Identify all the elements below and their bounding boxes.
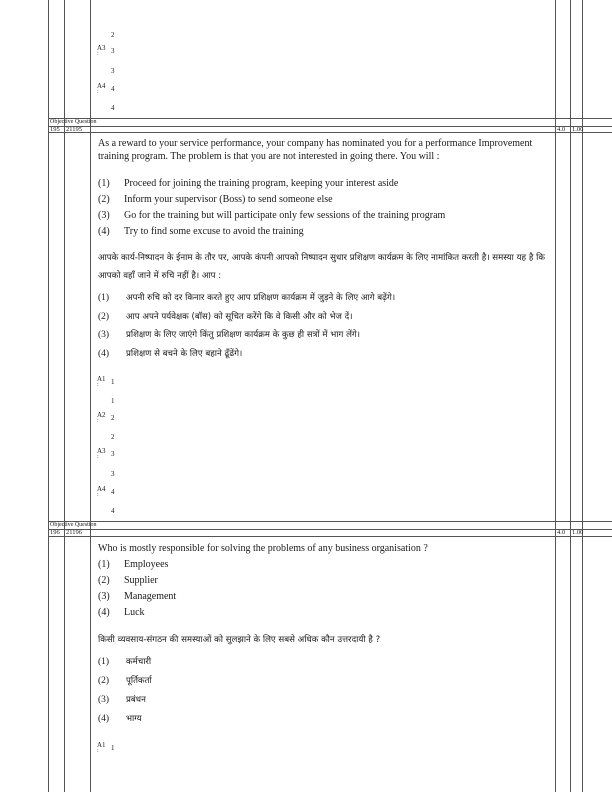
option-en: (3) Go for the training but will participate only few sessions of the training program (98, 210, 446, 221)
question-text-en: As a reward to your service performance, your company has nominated you for a performance Improvement training program. The problem is that you are not interested in going there. You will : (98, 138, 533, 162)
answer-label: A1 : (97, 741, 106, 754)
answer-value: 1 (111, 397, 115, 405)
row-divider (48, 126, 612, 127)
question-serial: 196 (50, 529, 60, 536)
question-serial: 195 (50, 126, 60, 133)
option-en: (2) Supplier (98, 575, 158, 586)
answer-value: 2 (111, 433, 115, 441)
question-id: 21196 (66, 529, 83, 536)
answer-value: 4 (111, 488, 115, 496)
answer-value: 3 (111, 470, 115, 478)
option-en: (1) Employees (98, 559, 169, 570)
option-en: (1) Proceed for joining the training program, keeping your interest aside (98, 178, 399, 189)
option-hi: (1) कर्मचारी (98, 657, 152, 667)
answer-label: A3 : (97, 447, 106, 460)
answer-value: 2 (111, 414, 115, 422)
section-label: Objective Question (50, 119, 97, 125)
row-divider (48, 536, 612, 537)
question-text-hi: आपके कार्य-निष्पादन के ईनाम के तौर पर, आपके कंपनी आपको निष्पादन सुधार प्रशिक्षण कार्यक्रम के लिए नामांकित करती है। समस्या यह है कि आपको वहाँ जाने में रुचि नहीं है। आप : (98, 253, 545, 281)
answer-label: A2 : (97, 411, 106, 424)
option-hi: (2) आप अपने पर्यवेक्षक (बॉस) को सूचित करेंगे कि वे किसी और को भेज दें। (98, 312, 353, 322)
option-hi: (3) प्रशिक्षण के लिए जाएंगे किंतु प्रशिक्षण कार्यक्रम के कुछ ही सत्रों में भाग लेंगे। (98, 330, 361, 340)
option-en: (4) Luck (98, 607, 145, 618)
answer-value: 1 (111, 378, 115, 386)
answer-value: 4 (111, 85, 115, 93)
answer-value: 3 (111, 450, 115, 458)
option-en: (4) Try to find some excuse to avoid the training (98, 226, 304, 237)
answer-value: 4 (111, 507, 115, 515)
question-id: 21195 (66, 126, 83, 133)
option-en: (3) Management (98, 591, 177, 602)
section-label: Objective Question (50, 522, 97, 528)
option-hi: (1) अपनी रुचि को दर किनार करते हुए आप प्रशिक्षण कार्यक्रम में जुड़ने के लिए आगे बढ़ेंगे। (98, 293, 396, 303)
answer-value: 4 (111, 104, 115, 112)
option-hi: (3) प्रबंधन (98, 695, 146, 705)
answer-label: A4 : (97, 485, 106, 498)
row-divider (48, 132, 612, 133)
answer-label: A4 : (97, 82, 106, 95)
question-text-hi: किसी व्यवसाय-संगठन की समस्याओं को सुलझाने के लिए सबसे अधिक कौन उत्तरदायी है ? (98, 635, 381, 645)
answer-label: A3 : (97, 44, 106, 57)
option-en: (2) Inform your supervisor (Boss) to send someone else (98, 194, 333, 205)
marks-positive: 4.0 (557, 126, 566, 133)
option-hi: (4) प्रशिक्षण से बचने के लिए बहाने ढूँढेंगे। (98, 349, 243, 359)
marks-negative: 1.00 (572, 126, 584, 133)
answer-value: 3 (111, 47, 115, 55)
option-hi: (4) भाग्य (98, 714, 142, 724)
marks-negative: 1.00 (572, 529, 584, 536)
row-divider (48, 529, 612, 530)
option-hi: (2) पूर्तिकर्ता (98, 676, 152, 686)
answer-value: 3 (111, 67, 115, 75)
answer-label: A1 : (97, 375, 106, 388)
answer-value: 2 (111, 31, 115, 39)
answer-value: 1 (111, 744, 115, 752)
row-divider (48, 521, 612, 522)
row-divider (48, 118, 612, 119)
question-text-en: Who is mostly responsible for solving the problems of any business organisation ? (98, 543, 428, 554)
marks-positive: 4.0 (557, 529, 566, 536)
